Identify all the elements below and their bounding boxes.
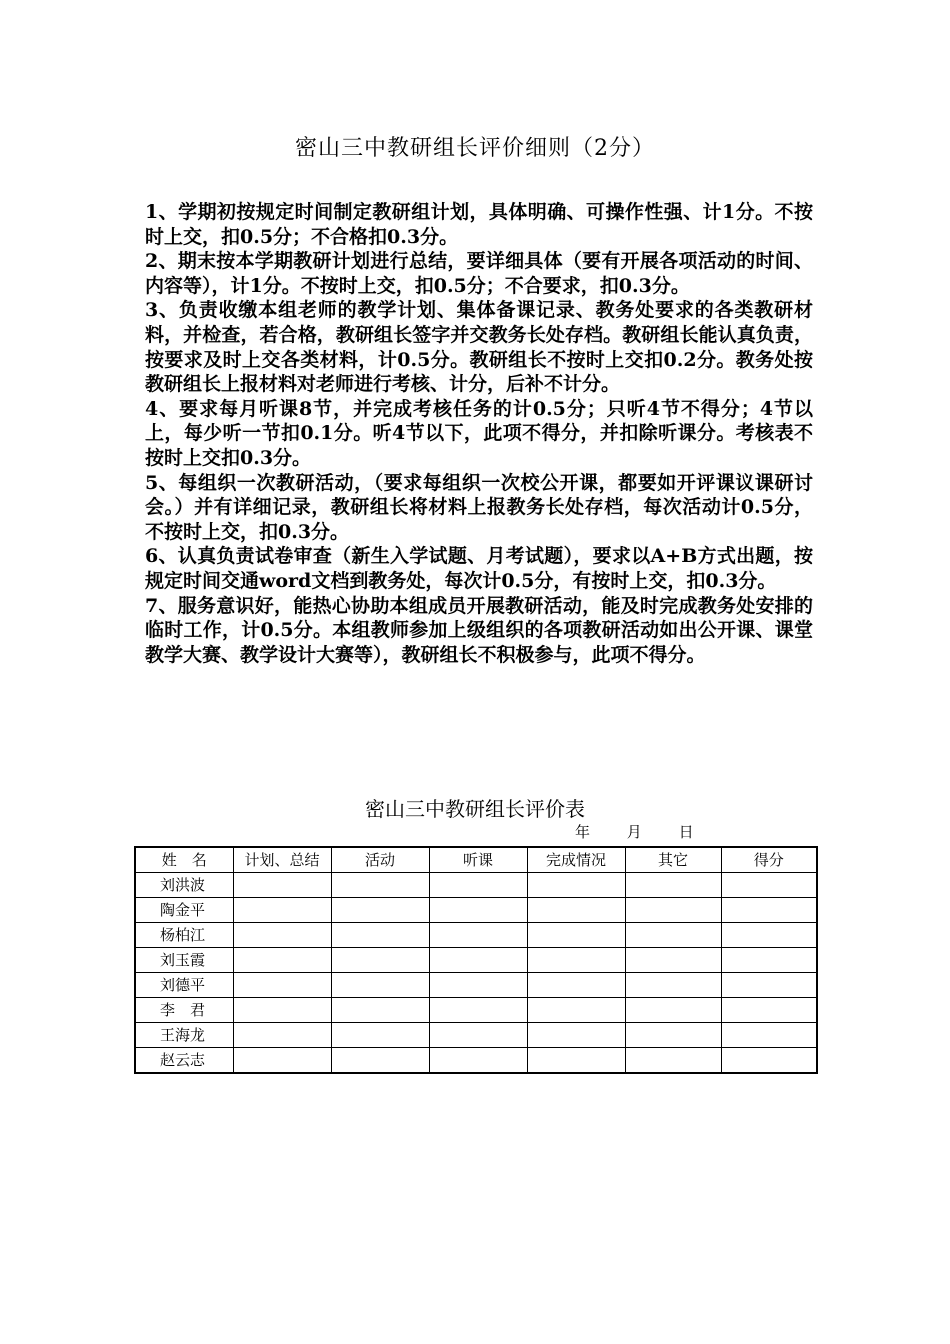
table-row bbox=[135, 1023, 817, 1048]
other-cell bbox=[625, 898, 721, 923]
other-cell bbox=[625, 923, 721, 948]
header-score: 得分 bbox=[721, 847, 817, 873]
table-row bbox=[135, 998, 817, 1023]
row-name-cell: 赵云志 bbox=[135, 1048, 233, 1074]
rule-item: 4、要求每月听课8节，并完成考核任务的计0.5分；只听4节不得分；4节以上，每少听一节扣0.1分。听4节以下，此项不得分，并扣除听课分。考核表不按时上交扣0.3分。 bbox=[145, 397, 813, 469]
activity-cell bbox=[331, 948, 429, 973]
activity-cell bbox=[331, 1048, 429, 1074]
completion-cell bbox=[527, 1023, 625, 1048]
plan-cell bbox=[233, 948, 331, 973]
header-plan-summary: 计划、总结 bbox=[233, 847, 331, 873]
row-name-cell: 刘洪波 bbox=[135, 873, 233, 898]
completion-cell bbox=[527, 873, 625, 898]
date-year-label: 年 bbox=[575, 823, 591, 841]
date-day-label: 日 bbox=[678, 823, 694, 841]
completion-cell bbox=[527, 898, 625, 923]
observation-cell bbox=[429, 998, 527, 1023]
activity-cell bbox=[331, 973, 429, 998]
header-activity: 活动 bbox=[331, 847, 429, 873]
other-cell bbox=[625, 1023, 721, 1048]
activity-cell bbox=[331, 1023, 429, 1048]
table-row bbox=[135, 1048, 817, 1074]
rule-item: 6、认真负责试卷审查（新生入学试题、月考试题），要求以A+B方式出题，按规定时间交通word文档到教务处，每次计0.5分，有按时上交，扣0.3分。 bbox=[145, 545, 813, 592]
header-completion: 完成情况 bbox=[527, 847, 625, 873]
rule-item: 7、服务意识好，能热心协助本组成员开展教研活动，能及时完成教务处安排的临时工作，计0.5分。本组教师参加上级组织的各项教研活动如出公开课、课堂教学大赛、教学设计大赛等），教研组长不积极参与，此项不得分。 bbox=[145, 594, 813, 666]
observation-cell bbox=[429, 1048, 527, 1074]
rules-section bbox=[145, 200, 813, 667]
plan-cell bbox=[233, 973, 331, 998]
score-cell bbox=[721, 873, 817, 898]
header-name: 姓 名 bbox=[135, 847, 233, 873]
plan-cell bbox=[233, 1023, 331, 1048]
other-cell bbox=[625, 948, 721, 973]
completion-cell bbox=[527, 998, 625, 1023]
score-cell bbox=[721, 973, 817, 998]
rule-item: 5、每组织一次教研活动，（要求每组织一次校公开课，都要如开评课议课研讨会。）并有详细记录，教研组长将材料上报教务长处存档，每次活动计0.5分，不按时上交，扣0.3分。 bbox=[145, 471, 813, 543]
observation-cell bbox=[429, 923, 527, 948]
observation-cell bbox=[429, 898, 527, 923]
plan-cell bbox=[233, 873, 331, 898]
rule-item: 3、负责收缴本组老师的教学计划、集体备课记录、教务处要求的各类教研材料，并检查，若合格，教研组长签字并交教务长处存档。教研组长能认真负责，按要求及时上交各类材料，计0.5分。教研组长不按时上交扣0.2分。教务处按教研组长上报材料对老师进行考核、计分，后补不计分。 bbox=[145, 299, 813, 396]
observation-cell bbox=[429, 948, 527, 973]
header-other: 其它 bbox=[625, 847, 721, 873]
table-row bbox=[135, 898, 817, 923]
other-cell bbox=[625, 873, 721, 898]
plan-cell bbox=[233, 898, 331, 923]
date-month-label: 月 bbox=[626, 823, 642, 841]
score-cell bbox=[721, 1023, 817, 1048]
table-row bbox=[135, 873, 817, 898]
score-cell bbox=[721, 923, 817, 948]
row-name-cell: 李 君 bbox=[135, 998, 233, 1023]
observation-cell bbox=[429, 1023, 527, 1048]
completion-cell bbox=[527, 1048, 625, 1074]
evaluation-table bbox=[134, 846, 818, 1074]
date-line bbox=[575, 822, 712, 842]
score-cell bbox=[721, 998, 817, 1023]
table-row bbox=[135, 923, 817, 948]
table-header-row bbox=[135, 847, 817, 873]
score-cell bbox=[721, 898, 817, 923]
row-name-cell: 陶金平 bbox=[135, 898, 233, 923]
score-cell bbox=[721, 1048, 817, 1074]
rule-item: 1、学期初按规定时间制定教研组计划，具体明确、可操作性强、计1分。不按时上交，扣0.5分；不合格扣0.3分。 bbox=[145, 201, 813, 248]
completion-cell bbox=[527, 973, 625, 998]
observation-cell bbox=[429, 973, 527, 998]
other-cell bbox=[625, 973, 721, 998]
header-lesson-observation: 听课 bbox=[429, 847, 527, 873]
activity-cell bbox=[331, 923, 429, 948]
plan-cell bbox=[233, 998, 331, 1023]
table-row bbox=[135, 948, 817, 973]
score-cell bbox=[721, 948, 817, 973]
plan-cell bbox=[233, 1048, 331, 1074]
activity-cell bbox=[331, 898, 429, 923]
completion-cell bbox=[527, 948, 625, 973]
plan-cell bbox=[233, 923, 331, 948]
row-name-cell: 刘德平 bbox=[135, 973, 233, 998]
table-row bbox=[135, 973, 817, 998]
row-name-cell: 杨柏江 bbox=[135, 923, 233, 948]
other-cell bbox=[625, 998, 721, 1023]
row-name-cell: 刘玉霞 bbox=[135, 948, 233, 973]
activity-cell bbox=[331, 873, 429, 898]
observation-cell bbox=[429, 873, 527, 898]
table-title: 密山三中教研组长评价表 bbox=[365, 797, 585, 821]
rule-item: 2、期末按本学期教研计划进行总结，要详细具体（要有开展各项活动的时间、内容等），计1分。不按时上交，扣0.5分；不合要求，扣0.3分。 bbox=[145, 250, 813, 297]
activity-cell bbox=[331, 998, 429, 1023]
row-name-cell: 王海龙 bbox=[135, 1023, 233, 1048]
completion-cell bbox=[527, 923, 625, 948]
other-cell bbox=[625, 1048, 721, 1074]
document-title: 密山三中教研组长评价细则（2分） bbox=[295, 136, 655, 161]
